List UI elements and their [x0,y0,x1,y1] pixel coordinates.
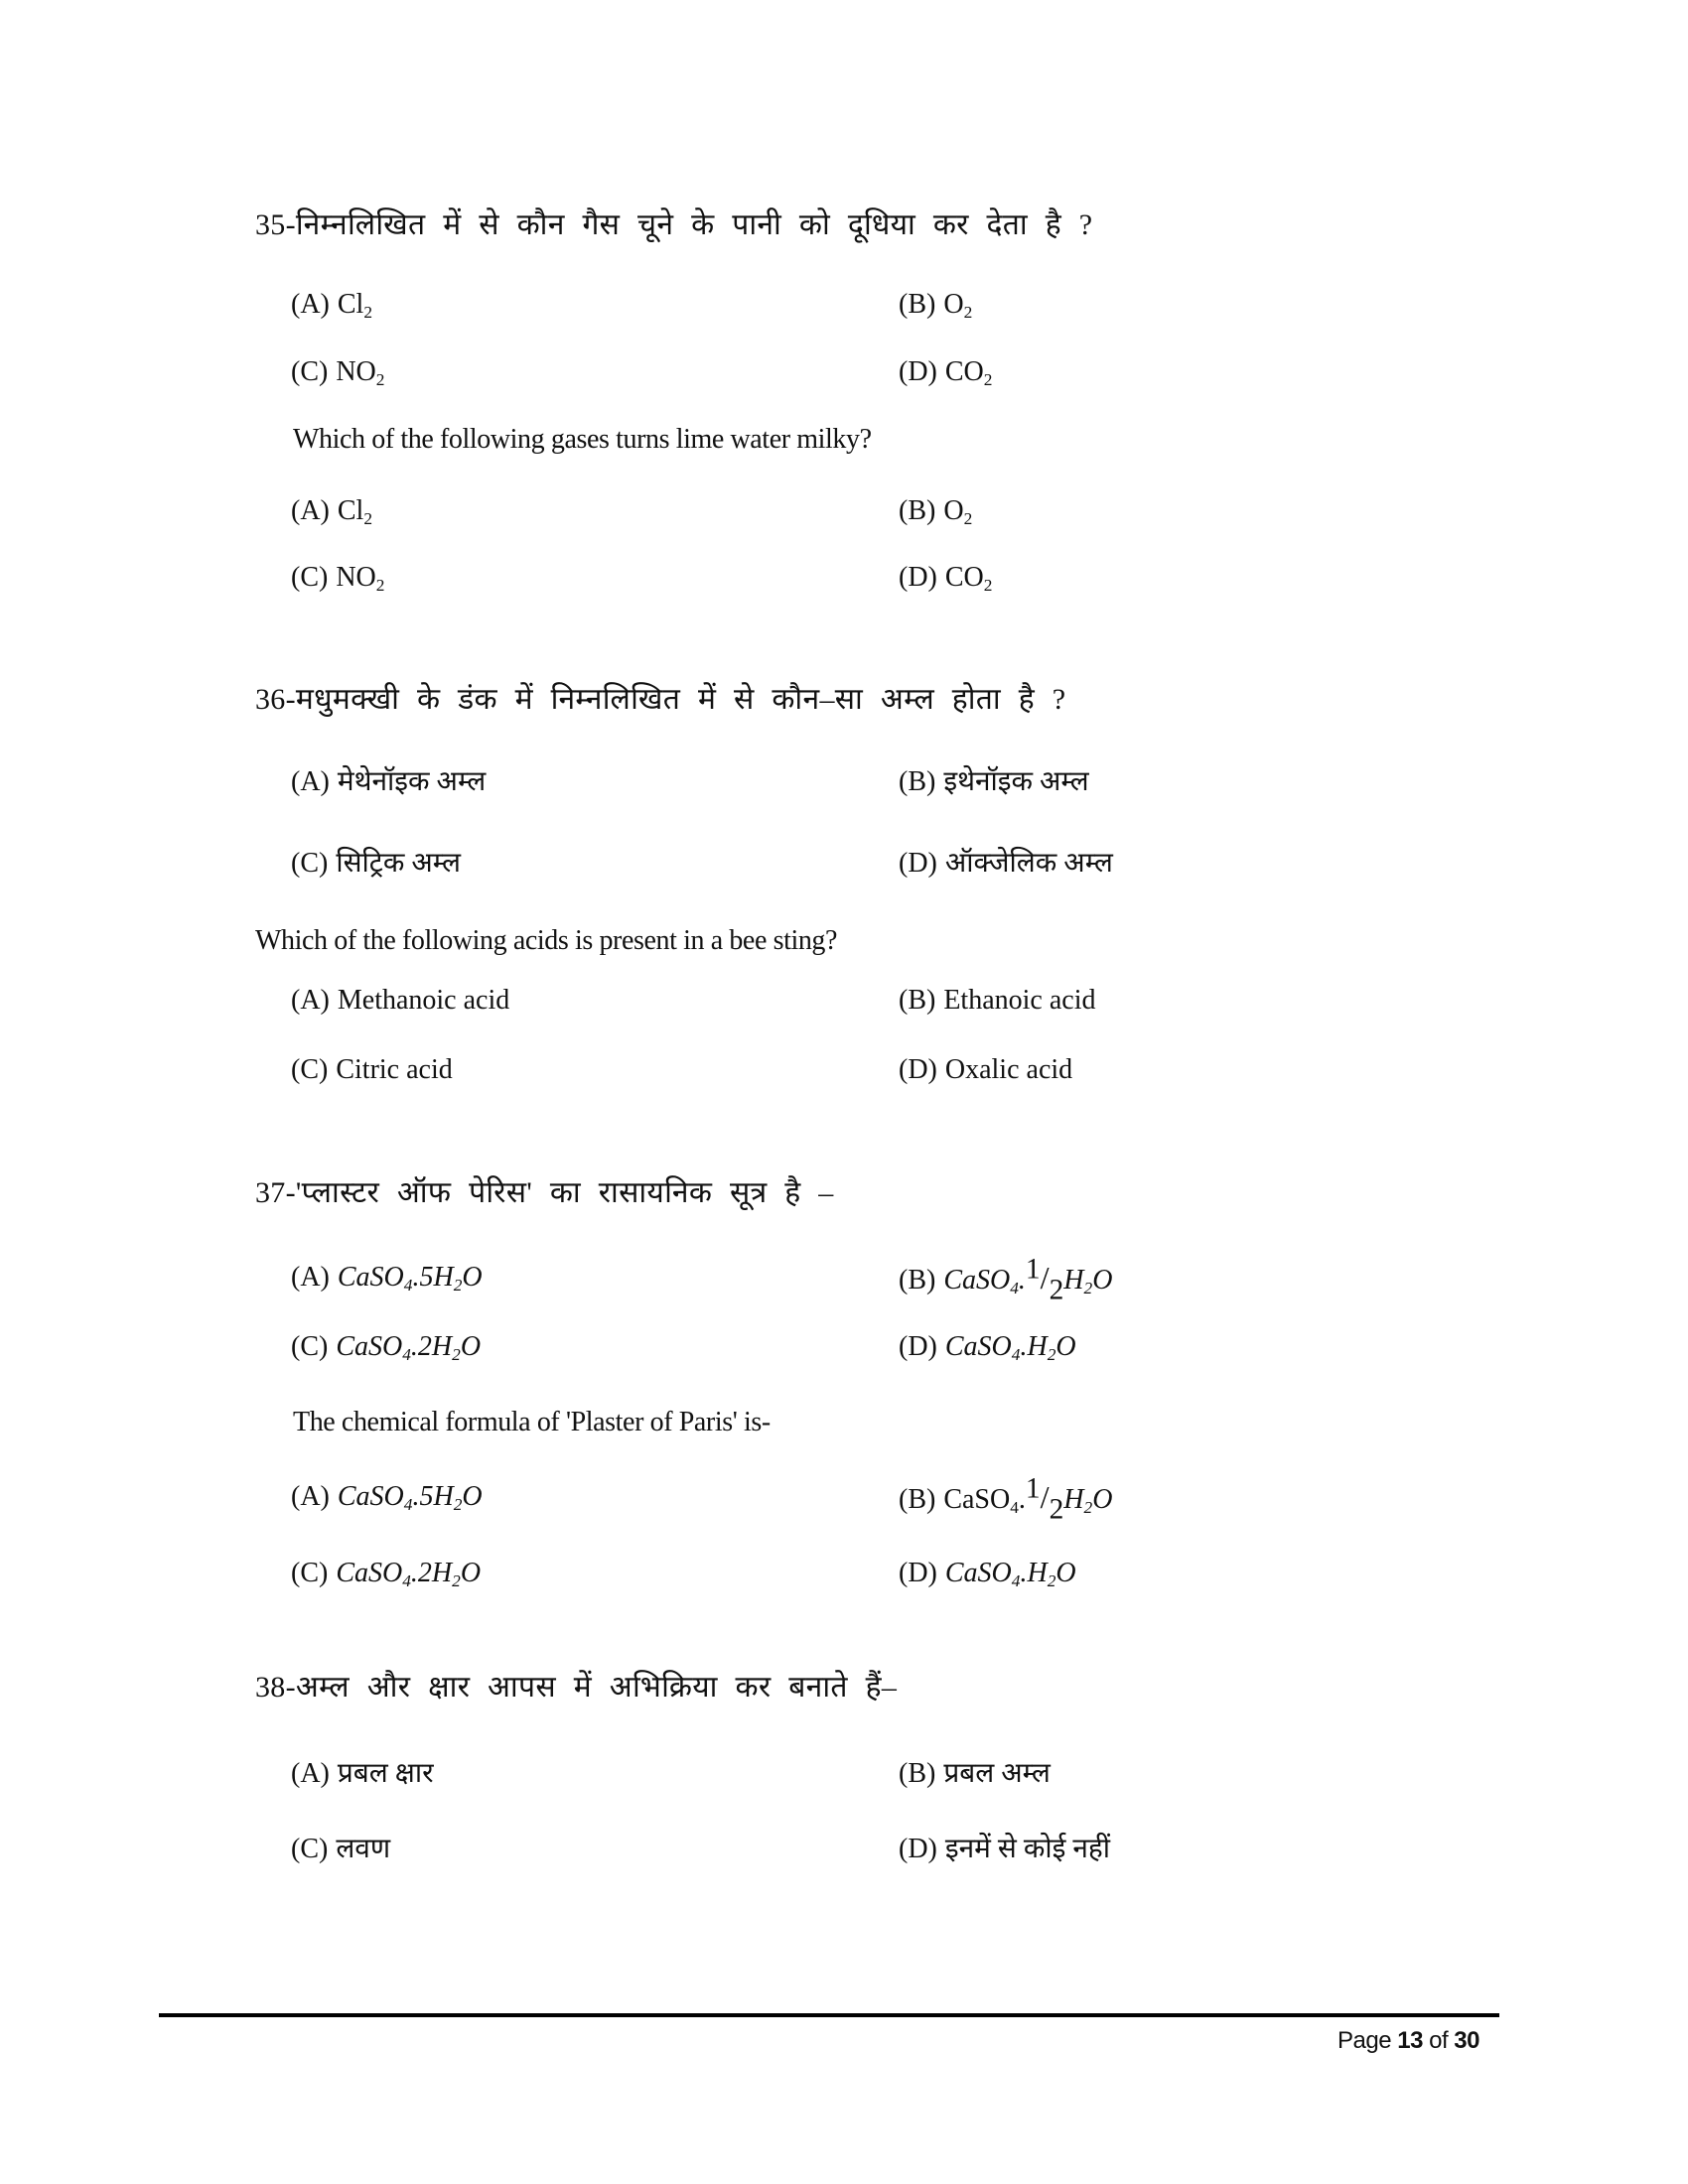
option-text: मेथेनॉइक अम्ल [337,766,487,797]
q37-hi-option-a[interactable] [291,1258,483,1297]
q35-en-option-b[interactable] [899,491,972,531]
option-label: (A) [291,1758,330,1789]
question-37-english: The chemical formula of 'Plaster of Paris' is- [293,1407,771,1437]
option-text: O [943,289,964,320]
option-label: (B) [899,766,936,797]
option-text: Ethanoic acid [943,985,1096,1016]
option-label: (D) [899,1558,937,1588]
q35-hi-option-a[interactable] [291,285,372,325]
option-label: (B) [899,1758,936,1789]
option-label: (B) [899,1265,936,1296]
option-text: Oxalic acid [944,1054,1073,1085]
option-label: (C) [291,1558,329,1588]
option-label: (C) [291,1834,329,1864]
option-label: (B) [899,495,936,526]
subscript: 2 [363,508,373,528]
option-label: (A) [291,495,330,526]
question-text: 'प्लास्टर ऑफ पेरिस' का रासायनिक सूत्र है – [295,1176,834,1209]
current-page-number: 13 [1397,2027,1423,2054]
question-number: 37- [255,1176,296,1209]
question-text: मधुमक्खी के डंक में निम्नलिखित में से कौन–सा अम्ल होता है ? [295,683,1066,716]
q36-hi-option-b[interactable] [899,762,1089,802]
q37-hi-option-c[interactable] [291,1327,481,1367]
subscript: 2 [375,575,385,595]
question-35-english: Which of the following gases turns lime water milky? [293,424,872,455]
subscript: 2 [983,575,993,595]
option-text: Citric acid [336,1054,453,1085]
q35-hi-option-c[interactable] [291,352,384,392]
q36-en-option-b[interactable] [899,981,1095,1021]
option-label: (A) [291,766,330,797]
option-text: इथेनॉइक अम्ल [943,766,1089,797]
subscript: 2 [983,369,993,389]
q35-en-option-d[interactable] [899,558,992,598]
q35-hi-option-b[interactable] [899,285,972,325]
option-label: (A) [291,1262,330,1293]
option-text: O [943,495,964,526]
option-text: NO [336,562,376,593]
q38-hi-option-a[interactable] [291,1754,434,1794]
q35-en-option-a[interactable] [291,491,372,531]
option-text: Cl [337,289,364,320]
formula: $CaSO_4.H_2O$ [944,1331,1076,1364]
q37-en-option-c[interactable] [291,1554,481,1593]
subscript: 2 [963,302,973,322]
question-38-hindi [255,1668,897,1707]
q37-en-option-d[interactable] [899,1554,1076,1593]
q38-hi-option-d[interactable] [899,1830,1110,1869]
question-37-hindi [255,1173,834,1213]
formula: $CaSO_4.2H_2O$ [336,1558,482,1590]
option-text: ऑक्जेलिक अम्ल [944,848,1113,879]
formula: $CaSO_4.5H_2O$ [337,1481,483,1514]
question-number: 35- [255,208,296,241]
option-label: (A) [291,1481,330,1512]
page-word: Page [1337,2027,1392,2054]
option-label: (A) [291,985,330,1016]
formula: $CaSO_4.H_2O$ [944,1558,1076,1590]
option-text: लवण [336,1834,391,1864]
question-35-hindi [255,205,1092,245]
question-36-hindi [255,680,1065,720]
q36-en-option-d[interactable] [899,1050,1072,1090]
option-text: प्रबल क्षार [337,1758,434,1789]
q38-hi-option-b[interactable] [899,1754,1051,1794]
option-text: इनमें से कोई नहीं [944,1834,1110,1864]
footer-divider [159,2013,1499,2017]
question-number: 38- [255,1671,296,1704]
option-label: (C) [291,356,329,387]
formula: $CaSO_4.1/2H_2O$ [943,1253,1113,1306]
of-word: of [1429,2027,1449,2054]
option-label: (C) [291,562,329,593]
q36-hi-option-d[interactable] [899,844,1113,884]
option-text: प्रबल अम्ल [943,1758,1051,1789]
subscript: 2 [363,302,373,322]
subscript: 2 [963,508,973,528]
q35-hi-option-d[interactable] [899,352,992,392]
option-text: Methanoic acid [337,985,510,1016]
q36-hi-option-a[interactable] [291,762,486,802]
option-label: (B) [899,289,936,320]
option-text: सिट्रिक अम्ल [336,848,461,879]
q36-en-option-a[interactable] [291,981,509,1021]
formula: $CaSO_4.2H_2O$ [336,1331,482,1364]
q36-hi-option-c[interactable] [291,844,461,884]
total-pages-number: 30 [1454,2027,1479,2054]
option-label: (D) [899,848,937,879]
option-text: CO [944,356,984,387]
formula: $CaSO_4.1/2H_2O$ [943,1472,1113,1526]
option-label: (C) [291,848,329,879]
option-text: CO [944,562,984,593]
option-label: (C) [291,1054,329,1085]
question-text: निम्नलिखित में से कौन गैस चूने के पानी को दूधिया कर देता है ? [295,208,1093,241]
option-text: Cl [337,495,364,526]
option-text: NO [336,356,376,387]
option-label: (D) [899,1331,937,1362]
q38-hi-option-c[interactable] [291,1830,390,1869]
q37-en-option-a[interactable] [291,1477,483,1517]
option-label: (B) [899,1484,936,1515]
q35-en-option-c[interactable] [291,558,384,598]
subscript: 2 [375,369,385,389]
option-label: (B) [899,985,936,1016]
q37-en-option-b[interactable] [899,1472,1113,1526]
question-number: 36- [255,683,296,716]
option-label: (D) [899,356,937,387]
option-label: (C) [291,1331,329,1362]
q36-en-option-c[interactable] [291,1050,453,1090]
option-label: (A) [291,289,330,320]
page-indicator [1337,2027,1479,2055]
formula: $CaSO_4.5H_2O$ [337,1262,483,1295]
option-label: (D) [899,1834,937,1864]
question-text: अम्ल और क्षार आपस में अभिक्रिया कर बनाते हैं– [295,1671,898,1704]
option-label: (D) [899,1054,937,1085]
q37-hi-option-b[interactable] [899,1253,1113,1306]
question-36-english: Which of the following acids is present in a bee sting? [255,925,838,956]
option-label: (D) [899,562,937,593]
q37-hi-option-d[interactable] [899,1327,1076,1367]
